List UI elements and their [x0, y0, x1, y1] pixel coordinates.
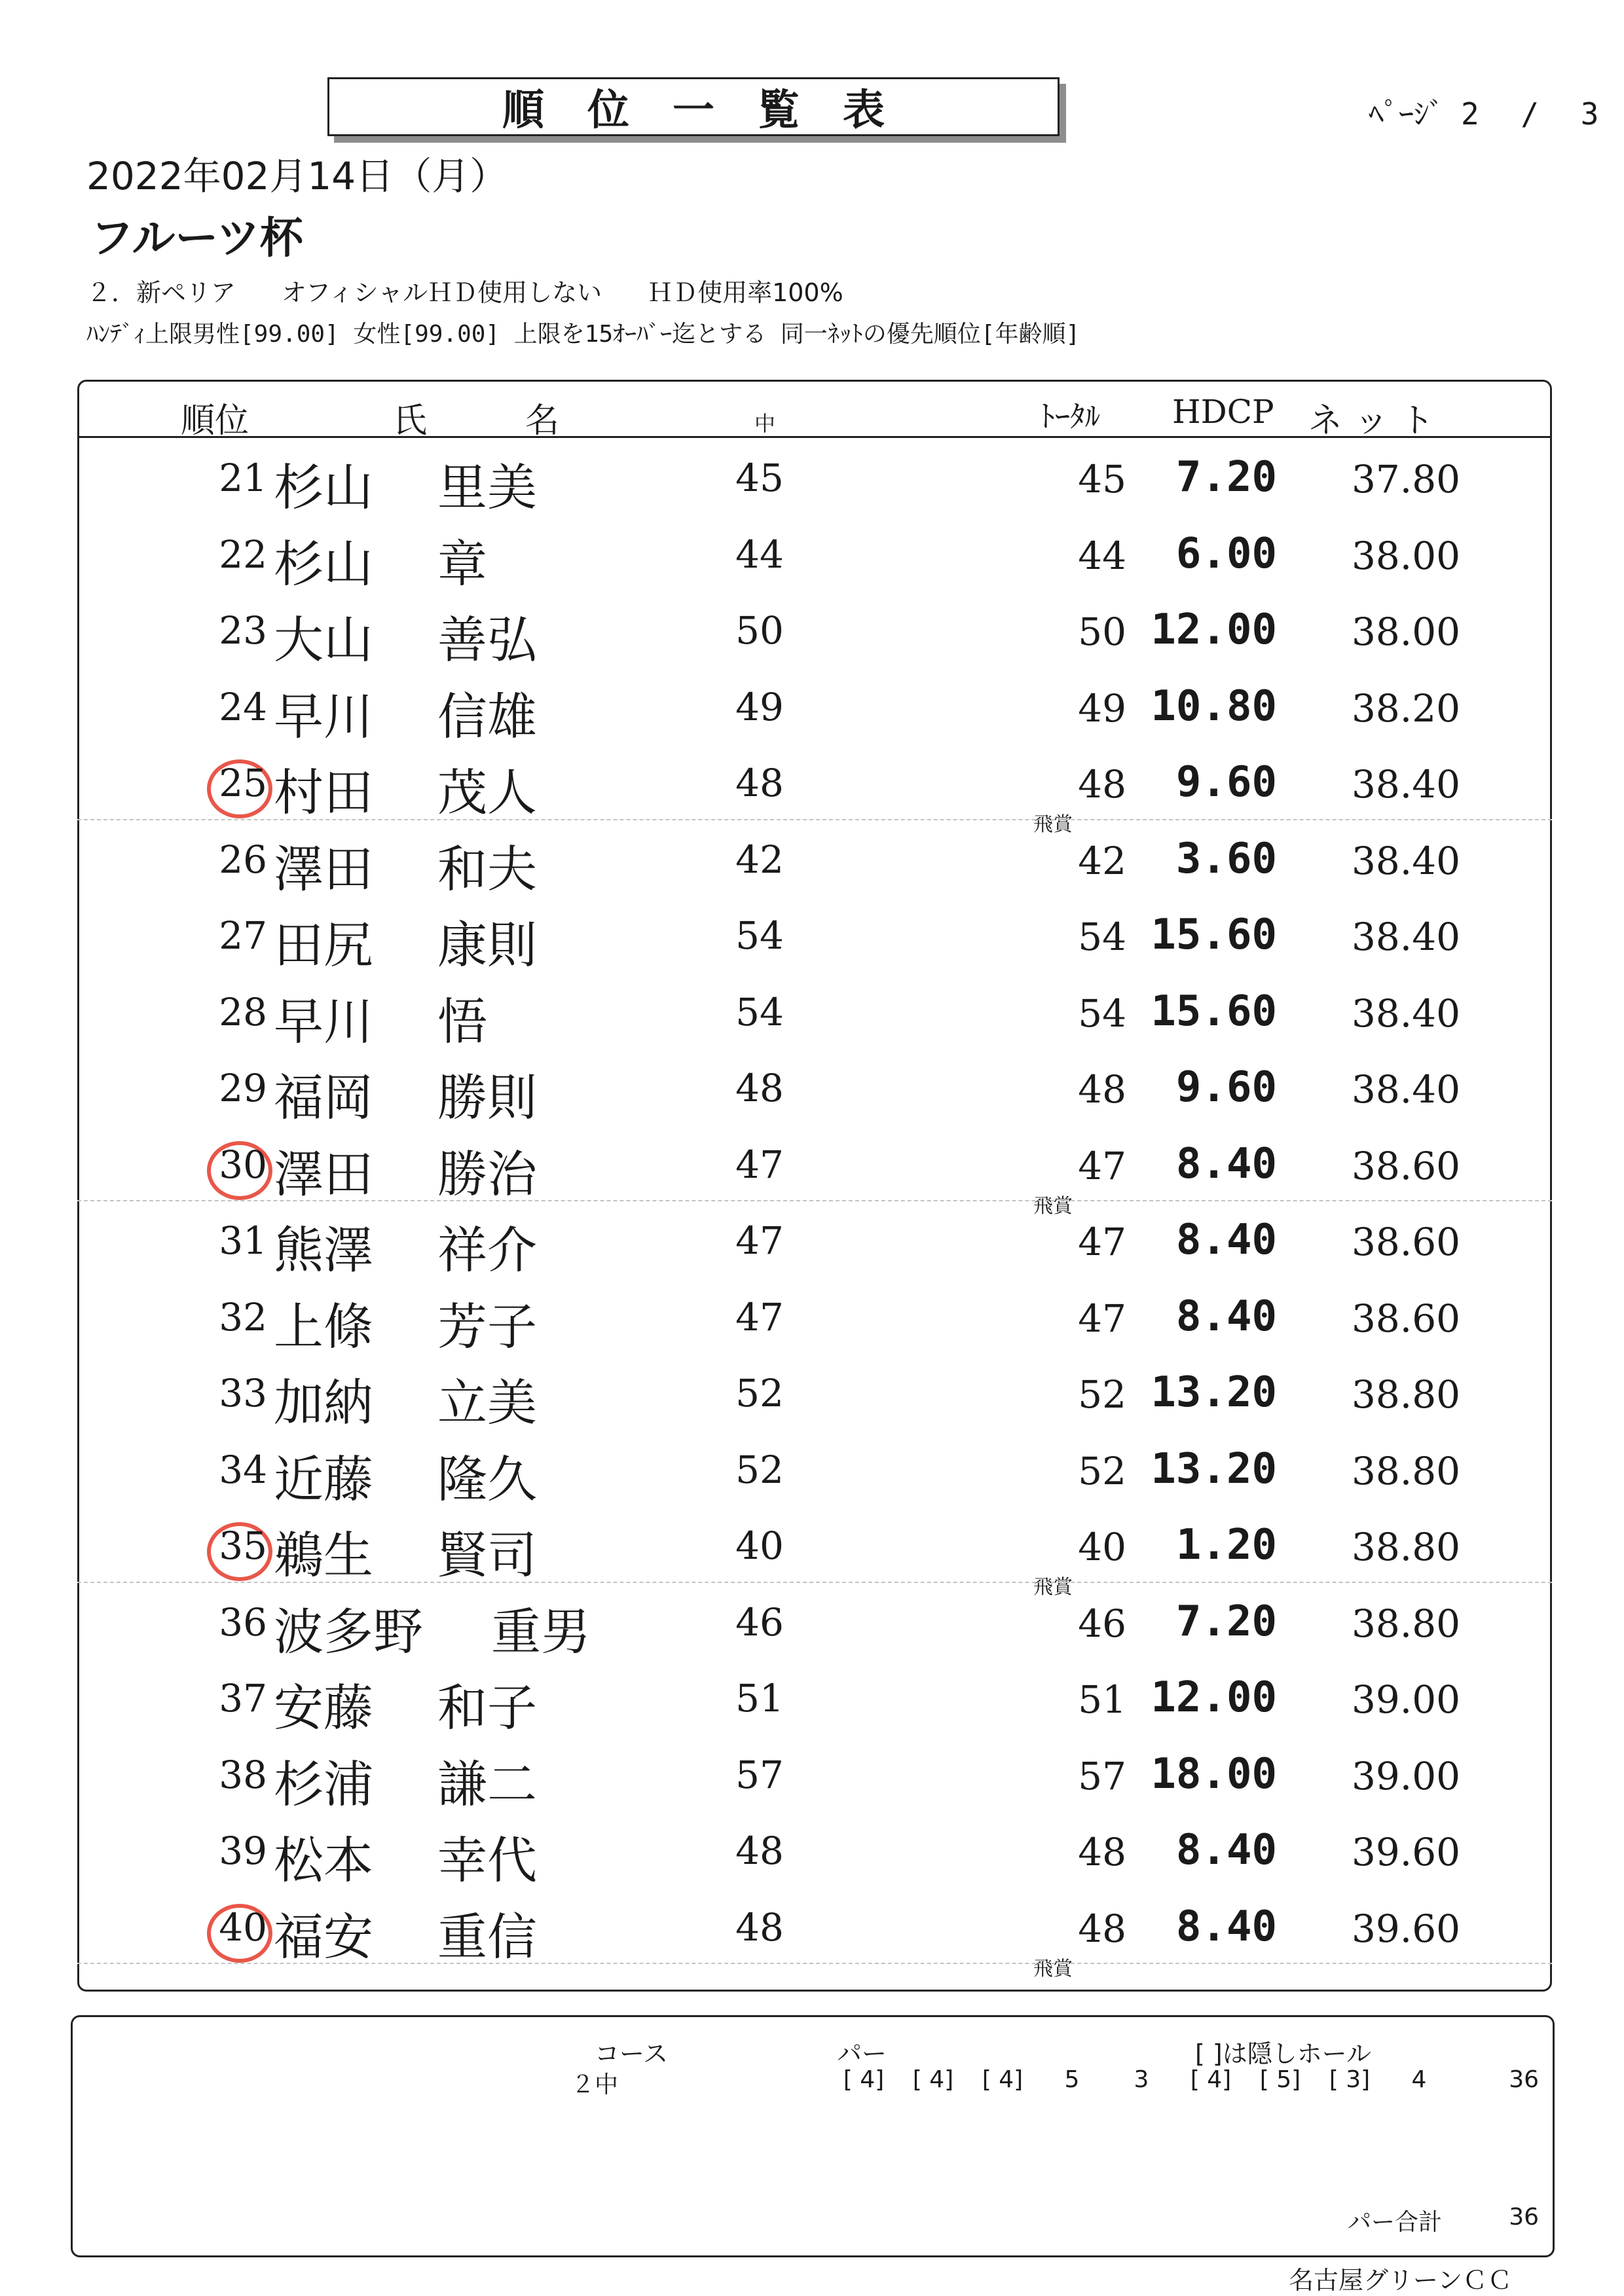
handicap-value: 7.20 — [1175, 453, 1277, 501]
handicap-value: 8.40 — [1175, 1902, 1277, 1951]
par-subtotal: 36 — [1509, 2066, 1539, 2093]
handicap-value: 8.40 — [1175, 1292, 1277, 1341]
course-name: ２中 — [571, 2071, 619, 2098]
table-row — [0, 1889, 1624, 1980]
group-divider — [77, 1963, 1552, 1964]
hole-par: 3 — [1134, 2066, 1149, 2093]
score-naka: 54 — [735, 989, 784, 1034]
score-total: 54 — [1078, 991, 1126, 1036]
table-row — [0, 1584, 1624, 1660]
net-score: 39.60 — [1351, 1830, 1460, 1874]
score-naka: 46 — [735, 1599, 784, 1645]
column-header-hdcp: HDCP — [1172, 393, 1274, 431]
player-surname: 早川 — [274, 687, 373, 746]
player-surname: 澤田 — [274, 1144, 373, 1203]
column-header-total: ﾄｰﾀﾙ — [1040, 399, 1100, 434]
score-total: 48 — [1078, 762, 1126, 807]
column-header-net: ネット — [1308, 401, 1447, 441]
net-score: 38.80 — [1351, 1372, 1460, 1417]
page-title: 順位一覧表 — [327, 77, 1060, 136]
score-naka: 47 — [735, 1142, 784, 1187]
rank-number: 34 — [219, 1447, 267, 1492]
table-row — [0, 1279, 1624, 1355]
score-naka: 40 — [735, 1523, 784, 1568]
score-total: 45 — [1078, 457, 1126, 501]
column-header-name: 氏名 — [393, 401, 658, 441]
rank-number: 36 — [219, 1599, 267, 1645]
player-surname: 近藤 — [274, 1449, 373, 1508]
table-row — [0, 1737, 1624, 1813]
tournament-date: 2022年02月14日（月） — [86, 154, 508, 198]
page-indicator — [1369, 90, 1610, 134]
net-score: 38.40 — [1351, 915, 1460, 959]
score-total: 47 — [1078, 1296, 1126, 1341]
player-surname: 大山 — [274, 611, 373, 669]
rank-number: 29 — [219, 1066, 267, 1110]
score-naka: 51 — [735, 1676, 784, 1721]
player-given-name: 和夫 — [437, 839, 537, 898]
score-naka: 54 — [735, 913, 784, 958]
player-given-name: 隆久 — [437, 1449, 537, 1508]
handicap-value: 10.80 — [1151, 682, 1277, 731]
table-row — [0, 974, 1624, 1050]
player-given-name: 重男 — [491, 1602, 591, 1661]
rank-number: 21 — [219, 456, 267, 500]
score-naka: 47 — [735, 1218, 784, 1263]
player-surname: 田尻 — [274, 916, 373, 974]
table-row — [0, 1355, 1624, 1431]
score-total: 52 — [1078, 1448, 1126, 1493]
condition-method: ２．新ペリア — [86, 278, 236, 307]
player-given-name: 悟 — [437, 992, 487, 1051]
rank-number: 40 — [219, 1904, 267, 1950]
group-divider — [77, 819, 1552, 820]
net-score: 38.00 — [1351, 610, 1460, 654]
table-row — [0, 1050, 1624, 1126]
rank-number: 25 — [219, 761, 267, 805]
net-score: 38.60 — [1351, 1143, 1460, 1188]
score-naka: 44 — [735, 532, 784, 577]
score-total: 48 — [1078, 1067, 1126, 1112]
player-surname: 安藤 — [274, 1679, 373, 1737]
rank-number: 30 — [219, 1142, 267, 1187]
handicap-value: 12.00 — [1151, 606, 1277, 654]
score-naka: 48 — [735, 1066, 784, 1110]
rank-number: 32 — [219, 1294, 267, 1339]
table-row — [0, 592, 1624, 668]
net-score: 38.80 — [1351, 1448, 1460, 1493]
score-naka: 48 — [735, 1904, 784, 1950]
player-surname: 上條 — [274, 1297, 373, 1356]
player-given-name: 里美 — [437, 458, 537, 517]
table-row — [0, 898, 1624, 974]
score-naka: 48 — [735, 1829, 784, 1873]
player-surname: 福岡 — [274, 1068, 373, 1127]
player-given-name: 章 — [437, 534, 487, 593]
group-divider — [77, 1200, 1552, 1201]
score-naka: 49 — [735, 684, 784, 729]
player-surname: 杉山 — [274, 534, 373, 593]
player-surname: 波多野 — [274, 1602, 423, 1661]
rank-number: 38 — [219, 1752, 267, 1797]
handicap-value: 13.20 — [1151, 1444, 1277, 1493]
column-header-naka: 中 — [754, 411, 776, 436]
table-row — [0, 1127, 1624, 1218]
event-name: フルーツ杯 — [90, 213, 303, 263]
rank-number: 35 — [219, 1523, 267, 1568]
hole-par: [ 4] — [843, 2066, 885, 2093]
player-given-name: 賢司 — [437, 1526, 537, 1584]
player-given-name: 茂人 — [437, 763, 537, 822]
net-score: 38.80 — [1351, 1601, 1460, 1646]
table-row — [0, 517, 1624, 592]
score-naka: 42 — [735, 837, 784, 882]
handicap-value: 6.00 — [1175, 529, 1277, 578]
net-score: 38.00 — [1351, 533, 1460, 578]
net-score: 37.80 — [1351, 457, 1460, 501]
net-score: 38.20 — [1351, 685, 1460, 731]
player-surname: 鵜生 — [274, 1526, 373, 1584]
score-naka: 47 — [735, 1294, 784, 1339]
score-total: 40 — [1078, 1525, 1126, 1569]
score-total: 54 — [1078, 915, 1126, 959]
player-given-name: 勝則 — [437, 1068, 537, 1127]
player-given-name: 謙二 — [437, 1755, 537, 1813]
club-name: 名古屋グリーンＣＣ — [1289, 2266, 1513, 2295]
player-surname: 澤田 — [274, 839, 373, 898]
player-surname: 村田 — [274, 763, 373, 822]
rank-number: 28 — [219, 989, 267, 1034]
player-surname: 早川 — [274, 992, 373, 1051]
table-row — [0, 440, 1624, 516]
player-given-name: 善弘 — [437, 611, 537, 669]
course-label: コース — [595, 2039, 669, 2068]
par-total-value: 36 — [1509, 2204, 1539, 2231]
handicap-value: 18.00 — [1151, 1749, 1277, 1798]
net-score: 38.60 — [1351, 1220, 1460, 1264]
table-row — [0, 1660, 1624, 1736]
handicap-rules: ﾊﾝﾃﾞｨ上限男性[99.00] 女性[99.00] 上限を15ｵｰﾊﾞｰ迄とする 同一ﾈｯﾄの優先順位[年齢順] — [86, 321, 1080, 348]
award-label: 飛賞 — [1033, 1576, 1073, 1599]
hole-par: [ 4] — [1190, 2066, 1232, 2093]
player-given-name: 幸代 — [437, 1831, 537, 1889]
player-given-name: 重信 — [437, 1907, 537, 1966]
score-total: 46 — [1078, 1601, 1126, 1646]
handicap-value: 13.20 — [1151, 1368, 1277, 1417]
handicap-value: 7.20 — [1175, 1597, 1277, 1646]
table-row — [0, 669, 1624, 745]
rank-number: 22 — [219, 532, 267, 577]
net-score: 38.40 — [1351, 991, 1460, 1036]
rank-number: 37 — [219, 1676, 267, 1721]
player-surname: 熊澤 — [274, 1221, 373, 1279]
conditions-line — [86, 272, 889, 308]
player-given-name: 和子 — [437, 1679, 537, 1737]
score-total: 42 — [1078, 838, 1126, 883]
table-row — [0, 1508, 1624, 1599]
player-surname: 杉浦 — [274, 1755, 373, 1813]
score-naka: 52 — [735, 1447, 784, 1492]
score-total: 57 — [1078, 1753, 1126, 1798]
score-naka: 52 — [735, 1371, 784, 1415]
player-surname: 松本 — [274, 1831, 373, 1889]
score-naka: 48 — [735, 761, 784, 805]
net-score: 38.40 — [1351, 762, 1460, 807]
player-given-name: 信雄 — [437, 687, 537, 746]
rank-number: 24 — [219, 684, 267, 729]
score-total: 51 — [1078, 1677, 1126, 1722]
group-divider — [77, 1582, 1552, 1583]
handicap-value: 9.60 — [1175, 1063, 1277, 1112]
hidden-hole-note: [ ]は隠しホール — [1195, 2039, 1371, 2068]
handicap-value: 15.60 — [1151, 987, 1277, 1036]
rank-number: 23 — [219, 608, 267, 653]
award-label: 飛賞 — [1033, 813, 1073, 836]
award-label: 飛賞 — [1033, 1194, 1073, 1218]
score-total: 50 — [1078, 610, 1126, 654]
score-naka: 45 — [735, 456, 784, 500]
handicap-value: 8.40 — [1175, 1139, 1277, 1188]
rank-number: 26 — [219, 837, 267, 882]
player-surname: 福安 — [274, 1907, 373, 1966]
handicap-value: 15.60 — [1151, 911, 1277, 959]
rank-number: 27 — [219, 913, 267, 958]
table-row — [0, 822, 1624, 898]
score-total: 49 — [1078, 685, 1126, 731]
par-total-label: パー合計 — [1348, 2209, 1443, 2236]
score-total: 48 — [1078, 1830, 1126, 1874]
score-naka: 50 — [735, 608, 784, 653]
table-row — [0, 745, 1624, 836]
player-surname: 加納 — [274, 1374, 373, 1432]
player-given-name: 立美 — [437, 1374, 537, 1432]
hole-par: [ 4] — [912, 2066, 954, 2093]
score-total: 52 — [1078, 1372, 1126, 1417]
handicap-value: 12.00 — [1151, 1673, 1277, 1722]
player-surname: 杉山 — [274, 458, 373, 517]
table-row — [0, 1813, 1624, 1889]
net-score: 38.40 — [1351, 838, 1460, 883]
hole-par: [ 5] — [1259, 2066, 1301, 2093]
hole-par: [ 4] — [982, 2066, 1024, 2093]
hole-par: 4 — [1411, 2066, 1427, 2093]
handicap-value: 1.20 — [1175, 1521, 1277, 1569]
table-row — [0, 1203, 1624, 1279]
page-label: ﾍﾟｰｼﾞ — [1369, 96, 1444, 132]
score-total: 47 — [1078, 1220, 1126, 1264]
column-header-rank: 順位 — [181, 401, 249, 441]
player-given-name: 勝治 — [437, 1144, 537, 1203]
score-total: 48 — [1078, 1906, 1126, 1951]
score-naka: 57 — [735, 1752, 784, 1797]
net-score: 38.80 — [1351, 1525, 1460, 1569]
net-score: 38.60 — [1351, 1296, 1460, 1341]
handicap-value: 3.60 — [1175, 834, 1277, 883]
player-given-name: 康則 — [437, 916, 537, 974]
rank-number: 39 — [219, 1829, 267, 1873]
hole-par: 5 — [1064, 2066, 1080, 2093]
rank-number: 33 — [219, 1371, 267, 1415]
rank-number: 31 — [219, 1218, 267, 1263]
net-score: 39.00 — [1351, 1677, 1460, 1722]
net-score: 38.40 — [1351, 1067, 1460, 1112]
header-divider — [77, 436, 1552, 438]
score-total: 44 — [1078, 533, 1126, 578]
player-given-name: 祥介 — [437, 1221, 537, 1279]
page-number: 2 / 3 — [1461, 96, 1611, 132]
net-score: 39.00 — [1351, 1753, 1460, 1798]
handicap-value: 8.40 — [1175, 1216, 1277, 1264]
hole-par: [ 3] — [1329, 2066, 1371, 2093]
handicap-value: 9.60 — [1175, 758, 1277, 807]
player-given-name: 芳子 — [437, 1297, 537, 1356]
condition-rate: ＨＤ使用率100% — [648, 278, 843, 307]
par-label: パー — [837, 2039, 887, 2068]
table-row — [0, 1432, 1624, 1508]
award-label: 飛賞 — [1033, 1957, 1073, 1980]
score-total: 47 — [1078, 1143, 1126, 1188]
condition-hd: オフィシャルＨＤ使用しない — [282, 278, 602, 307]
net-score: 39.60 — [1351, 1906, 1460, 1951]
handicap-value: 8.40 — [1175, 1826, 1277, 1874]
